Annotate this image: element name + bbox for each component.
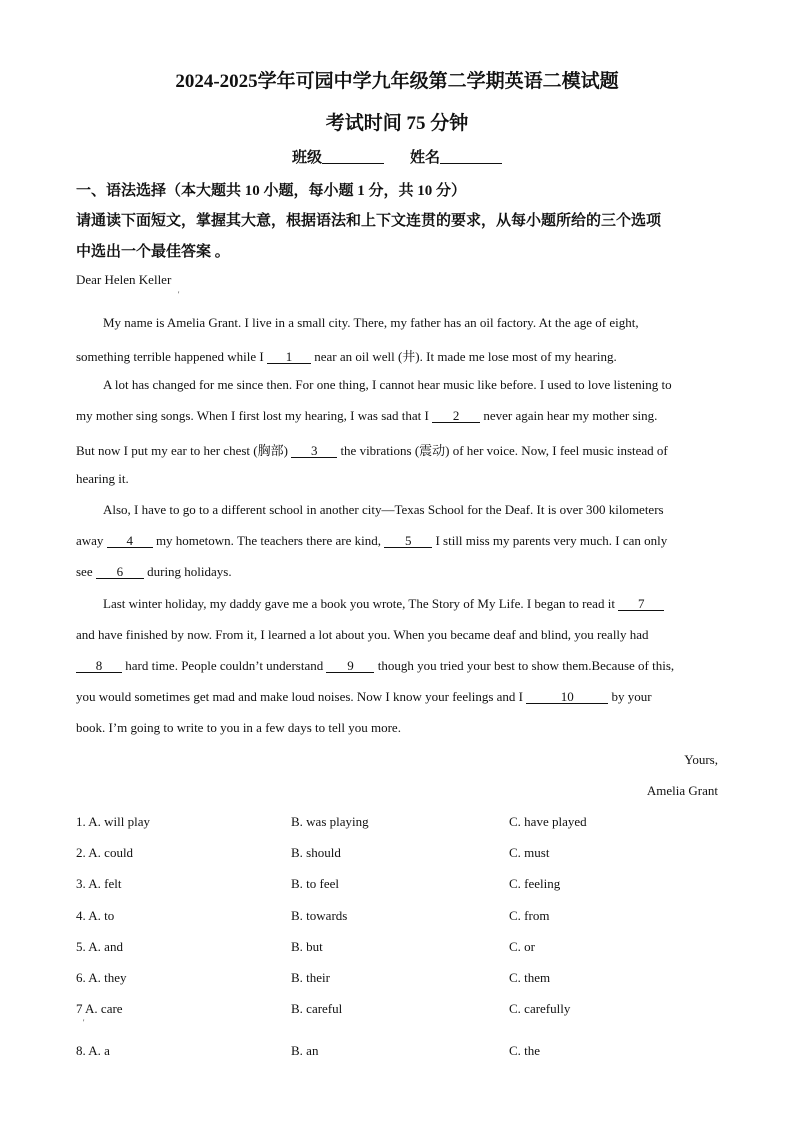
blank-6[interactable]: 6 bbox=[96, 565, 144, 579]
option-4c: C. from bbox=[509, 908, 550, 923]
letter-line: away 4 my hometown. The teachers there are kind, 5 I still miss my parents very much. I can only bbox=[76, 533, 668, 548]
class-label: 班级 bbox=[291, 150, 322, 166]
name-label: 姓名 bbox=[410, 150, 441, 166]
option-7b: B. careful bbox=[291, 1001, 343, 1016]
blank-10[interactable]: 10 bbox=[526, 690, 608, 704]
letter-line: hearing it. bbox=[76, 471, 129, 486]
option-5b: B. but bbox=[291, 939, 323, 954]
option-2b: B. should bbox=[291, 845, 341, 860]
blank-7[interactable]: 7 bbox=[618, 597, 664, 611]
blank-5[interactable]: 5 bbox=[384, 534, 432, 548]
option-6c: C. them bbox=[509, 970, 551, 985]
stray-mark: ' bbox=[83, 1018, 85, 1027]
option-4a: 4. A. to bbox=[76, 908, 115, 923]
letter-greeting: Dear Helen Keller bbox=[76, 272, 172, 287]
option-6a: 6. A. they bbox=[76, 970, 127, 985]
exam-title: 2024-2025学年可园中学九年级第二学期英语二模试题 bbox=[175, 71, 619, 92]
option-6b: B. their bbox=[291, 970, 330, 985]
option-2a: 2. A. could bbox=[76, 845, 134, 860]
section-instruction-line-2: 中选出一个最佳答案 。 bbox=[76, 244, 230, 260]
option-8a: 8. A. a bbox=[76, 1043, 110, 1058]
letter-line: A lot has changed for me since then. For one thing, I cannot hear music like before. I used to love listening to bbox=[103, 377, 672, 392]
option-2c: C. must bbox=[509, 845, 550, 860]
class-name-line bbox=[0, 146, 794, 167]
letter-line: Last winter holiday, my daddy gave me a book you wrote, The Story of My Life. I began to read it 7 bbox=[103, 596, 718, 612]
section-heading: 一、语法选择（本大题共 10 小题，每小题 1 分，共 10 分） bbox=[76, 183, 467, 199]
stray-mark: ' bbox=[178, 290, 180, 299]
blank-1[interactable]: 1 bbox=[267, 350, 311, 364]
letter-line: My name is Amelia Grant. I live in a small city. There, my father has an oil factory. At the age of eight, bbox=[103, 315, 639, 330]
letter-line: book. I’m going to write to you in a few days to tell you more. bbox=[76, 720, 401, 735]
letter-closing: Yours, bbox=[684, 752, 718, 767]
letter-line: you would sometimes get mad and make loud noises. Now I know your feelings and I 10 by your bbox=[76, 689, 652, 704]
option-1b: B. was playing bbox=[291, 814, 369, 829]
option-3c: C. feeling bbox=[509, 876, 561, 891]
option-8b: B. an bbox=[291, 1043, 319, 1058]
option-5c: C. or bbox=[509, 939, 535, 954]
option-7c: C. carefully bbox=[509, 1001, 571, 1016]
blank-2[interactable]: 2 bbox=[432, 409, 480, 423]
letter-line: my mother sing songs. When I first lost my hearing, I was sad that I 2 never again hear my mother sing. bbox=[76, 408, 658, 423]
option-4b: B. towards bbox=[291, 908, 348, 923]
letter-line: and have finished by now. From it, I learned a lot about you. When you became deaf and blind, you really had bbox=[76, 627, 649, 642]
letter-line: Also, I have to go to a different school in another city—Texas School for the Deaf. It is over 300 kilometers bbox=[103, 502, 664, 517]
option-3a: 3. A. felt bbox=[76, 876, 122, 891]
option-7a: 7 A. care bbox=[76, 1001, 123, 1016]
blank-4[interactable]: 4 bbox=[107, 534, 153, 548]
name-blank[interactable] bbox=[440, 149, 502, 164]
option-1c: C. have played bbox=[509, 814, 587, 829]
blank-9[interactable]: 9 bbox=[326, 659, 374, 673]
option-1a: 1. A. will play bbox=[76, 814, 151, 829]
letter-line: 8 hard time. People couldn’t understand 9 though you tried your best to show them.Because of this, bbox=[76, 658, 718, 674]
blank-8[interactable]: 8 bbox=[76, 659, 122, 673]
blank-3[interactable]: 3 bbox=[291, 444, 337, 458]
exam-duration: 考试时间 75 分钟 bbox=[325, 113, 469, 134]
letter-line: But now I put my ear to her chest (胸部) 3 the vibrations (震动) of her voice. Now, I feel music instead of bbox=[76, 443, 668, 458]
section-instruction-line-1: 请通读下面短文，掌握其大意，根据语法和上下文连贯的要求，从每小题所给的三个选项 bbox=[76, 213, 662, 229]
letter-line: see 6 during holidays. bbox=[76, 564, 232, 579]
letter-signature: Amelia Grant bbox=[646, 783, 718, 798]
option-8c: C. the bbox=[509, 1043, 541, 1058]
class-blank[interactable] bbox=[322, 149, 384, 164]
letter-line: something terrible happened while I 1 near an oil well (井). It made me lose most of my hearing. bbox=[76, 349, 617, 364]
option-3b: B. to feel bbox=[291, 876, 340, 891]
option-5a: 5. A. and bbox=[76, 939, 123, 954]
